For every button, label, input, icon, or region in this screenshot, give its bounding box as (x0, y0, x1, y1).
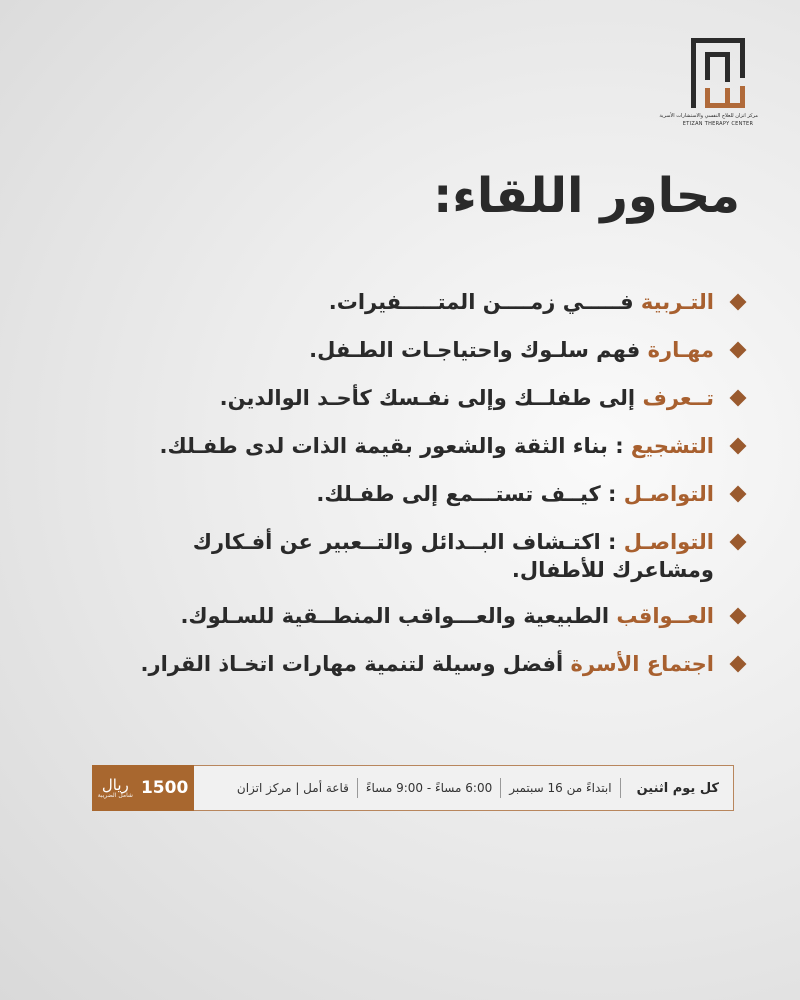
topic-text (98, 650, 714, 678)
event-location: قاعة أمل | مركز اتزان (236, 781, 349, 795)
topic-description: الطبيعية والعـــواقب المنطــقية للسـلوك. (180, 604, 617, 628)
topic-text (98, 432, 714, 460)
list-item (98, 602, 748, 630)
logo (659, 38, 758, 127)
event-start-date: ابتداءً من 16 سبتمبر (509, 781, 612, 795)
page-title: محاور اللقاء: (433, 168, 740, 224)
topic-keyword: اجتماع الأسرة (570, 652, 714, 676)
diamond-bullet-icon (730, 294, 747, 311)
price-currency (97, 775, 133, 799)
logo-english-text: ETIZAN THERAPY CENTER (682, 121, 754, 127)
topic-keyword: مهـارة (647, 338, 714, 362)
diamond-bullet-icon (730, 608, 747, 625)
topic-text (98, 384, 714, 412)
logo-mark-icon (691, 38, 745, 108)
topic-text (98, 336, 714, 364)
list-item (98, 288, 748, 316)
diamond-bullet-icon (730, 438, 747, 455)
list-item (98, 336, 748, 364)
topic-description: : بناء الثقة والشعور بقيمة الذات لدى طفـلك. (159, 434, 631, 458)
topic-description: : كيــف تستـــمع إلى طفـلك. (316, 482, 624, 506)
event-info-bar (92, 765, 734, 811)
diamond-bullet-icon (730, 390, 747, 407)
list-item (98, 432, 748, 460)
topic-text (98, 528, 714, 584)
currency-label: ريال (101, 775, 129, 794)
divider (620, 778, 621, 798)
diamond-bullet-icon (730, 486, 747, 503)
diamond-bullet-icon (730, 534, 747, 551)
topic-text (98, 480, 714, 508)
topic-description: : اكتـشاف البــدائل والتــعبير عن أفـكارك ومشاعرك للأطفال. (192, 530, 714, 582)
topic-description: فهم سلـوك واحتياجـات الطـفل. (309, 338, 648, 362)
topic-keyword: العــواقب (616, 604, 714, 628)
topic-keyword: التواصـل (623, 530, 714, 554)
list-item (98, 650, 748, 678)
topic-text (98, 602, 714, 630)
topic-description: أفضل وسيلة لتنمية مهارات اتخـاذ القرار. (140, 652, 571, 676)
event-day: كل يوم اثنين (636, 780, 719, 796)
diamond-bullet-icon (730, 656, 747, 673)
vat-note: شامل الضريبة (97, 791, 133, 799)
topic-keyword: التواصـل (623, 482, 714, 506)
topic-description: فـــــي زمــــن المتـــــفيرات. (328, 290, 641, 314)
price-badge (92, 765, 194, 811)
diamond-bullet-icon (730, 342, 747, 359)
topic-text (98, 288, 714, 316)
list-item (98, 528, 748, 584)
divider (500, 778, 501, 798)
topic-description: إلى طفلــك وإلى نفـسك كأحـد الوالدين. (219, 386, 643, 410)
topic-keyword: تــعرف (642, 386, 714, 410)
logo-arabic-text: مركز اتزان للعلاج النفسي والاستشارات الأسرية (659, 113, 758, 119)
event-time: 6:00 مساءً - 9:00 مساءً (365, 781, 493, 795)
list-item (98, 480, 748, 508)
list-item (98, 384, 748, 412)
topics-list (98, 288, 748, 698)
topic-keyword: التـربية (640, 290, 714, 314)
divider (357, 778, 358, 798)
topic-keyword: التشجيع (630, 434, 714, 458)
price-amount: 1500 (140, 778, 189, 798)
